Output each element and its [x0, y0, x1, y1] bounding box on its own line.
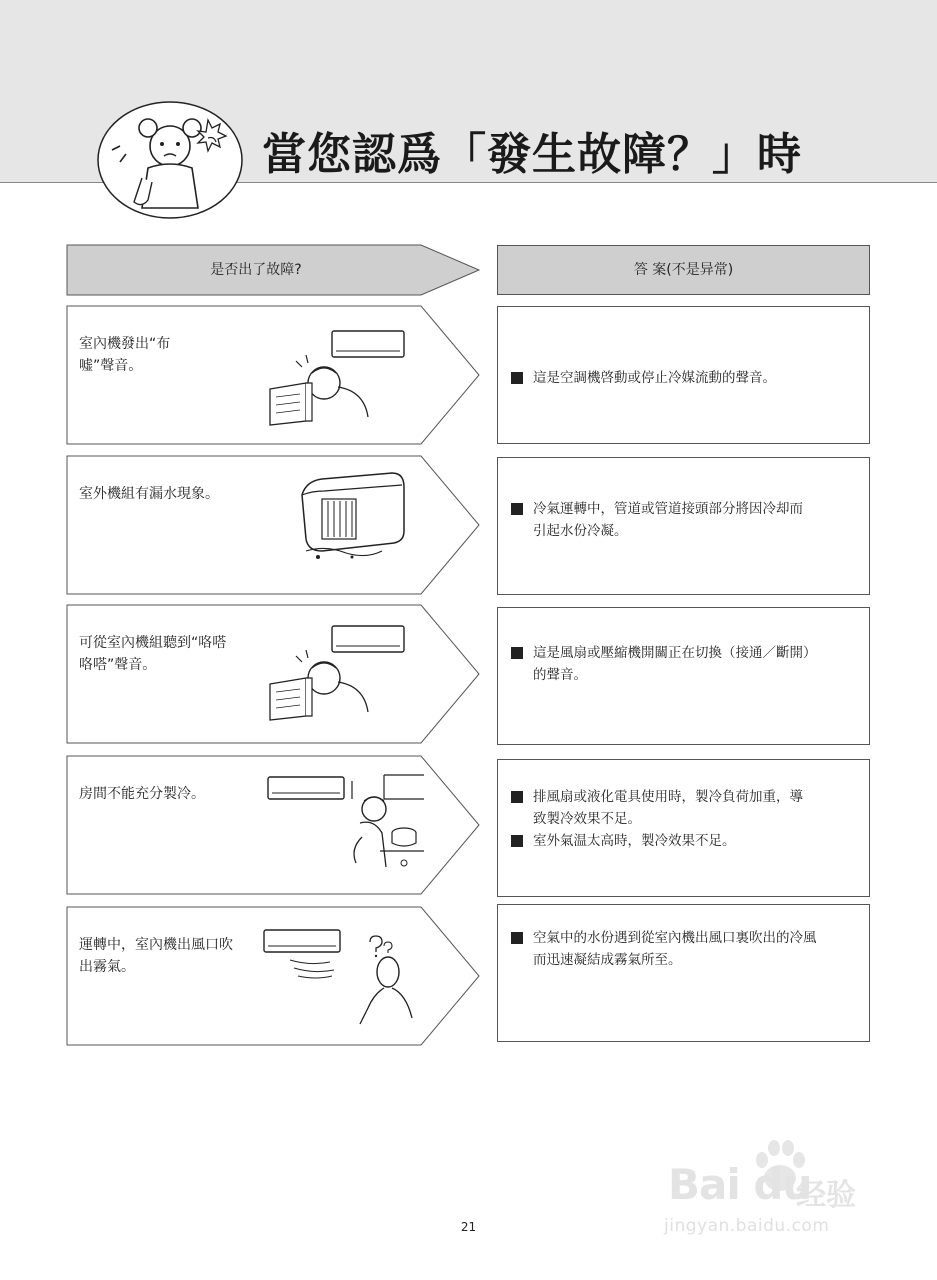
answer-card	[497, 759, 870, 897]
question-text: 運轉中，室內機出風口吹 出霧氣。	[79, 937, 233, 975]
bullet-square-icon	[511, 647, 523, 659]
question-column-header	[66, 244, 480, 296]
person-cooking-icon	[264, 767, 424, 877]
question-card	[66, 305, 480, 445]
person-reading-icon	[262, 622, 412, 722]
answer-card	[497, 904, 870, 1042]
question-column-label: 是否出了故障?	[210, 262, 302, 278]
outdoor-unit-icon	[292, 469, 412, 561]
question-card	[66, 604, 480, 744]
page-number: 21	[460, 1220, 477, 1234]
answer-column-header: 答 案(不是异常)	[497, 245, 870, 295]
bullet-square-icon	[511, 503, 523, 515]
bullet-square-icon	[511, 835, 523, 847]
page-title: 當您認爲「發生故障？」時	[262, 129, 802, 180]
answer-card	[497, 457, 870, 595]
watermark-url: jingyan.baidu.com	[664, 1216, 830, 1236]
watermark-brand: 经验	[796, 1178, 856, 1213]
answer-item: 冷氣運轉中，管道或管道接頭部分將因冷却而 引起水份冷凝。	[511, 498, 839, 542]
bullet-square-icon	[511, 372, 523, 384]
baidu-watermark	[660, 1138, 900, 1248]
confused-person-icon	[96, 98, 246, 222]
answer-card	[497, 306, 870, 444]
question-card	[66, 755, 480, 895]
question-card	[66, 906, 480, 1046]
bullet-square-icon	[511, 791, 523, 803]
question-text: 室外機組有漏水現象。	[79, 486, 219, 502]
answer-item: 這是風扇或壓縮機開關正在切換（接通／斷開） 的聲音。	[511, 642, 839, 686]
question-text: 可從室內機組聽到“咯嗒 咯嗒”聲音。	[79, 635, 227, 673]
question-card	[66, 455, 480, 595]
answer-item: 空氣中的水份遇到從室內機出風口裏吹出的冷風 而迅速凝結成霧氣所至。	[511, 927, 839, 971]
question-text: 房間不能充分製冷。	[79, 786, 205, 802]
person-reading-icon	[262, 327, 412, 427]
question-text: 室內機發出“布 嘘”聲音。	[79, 336, 171, 374]
person-questioning-icon	[260, 920, 420, 1030]
answer-item: 這是空調機啓動或停止冷媒流動的聲音。	[511, 367, 839, 389]
answer-item: 室外氣温太高時，製冷效果不足。	[511, 830, 839, 852]
answer-card	[497, 607, 870, 745]
answer-item: 排風扇或液化電具使用時，製冷負荷加重，導 致製冷效果不足。	[511, 786, 839, 830]
watermark-logo: Bai du	[668, 1160, 812, 1209]
bullet-square-icon	[511, 932, 523, 944]
